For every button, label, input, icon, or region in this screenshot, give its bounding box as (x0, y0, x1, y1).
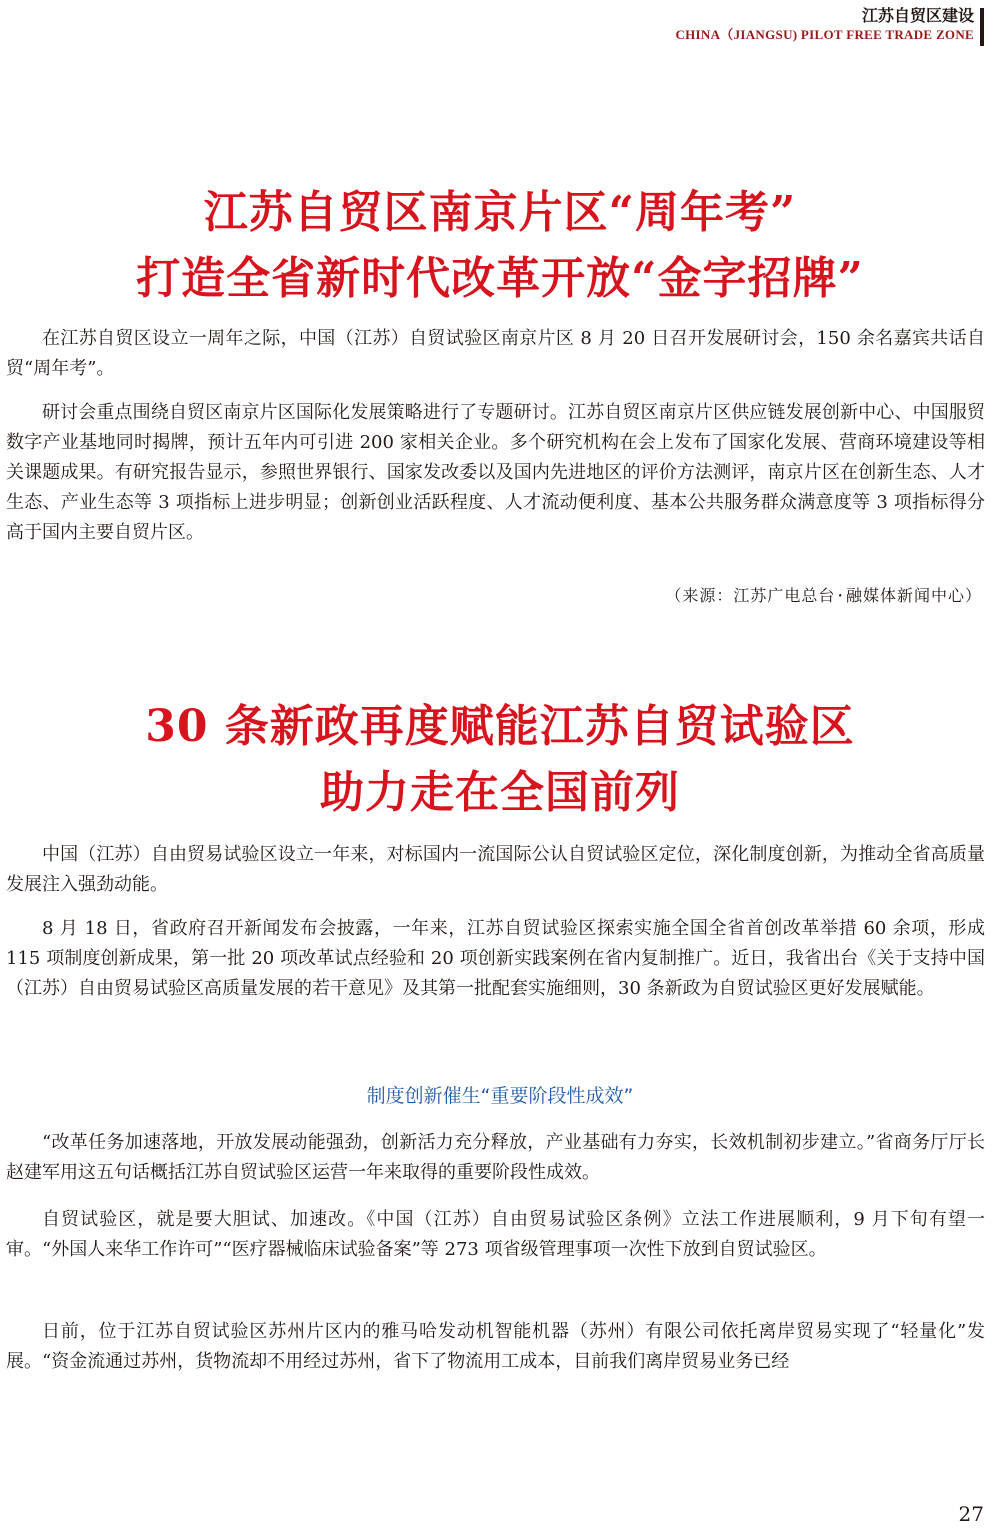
article1-title-line1: 江苏自贸区南京片区“周年考” (203, 187, 797, 238)
article2-title (0, 694, 1000, 826)
running-header (675, 6, 984, 44)
page-number: 27 (958, 1502, 984, 1526)
article2-paragraph-3: “改革任务加速落地，开放发展动能强劲，创新活力充分释放，产业基础有力夯实，长效机制初步建立。”省商务厅厅长赵建军用这五句话概括江苏自贸试验区运营一年来取得的重要阶段性成效。 (6, 1132, 985, 1183)
article1-paragraph-1: 在江苏自贸区设立一周年之际，中国（江苏）自贸试验区南京片区 8 月 20 日召开发展研讨会，150 余名嘉宾共话自贸“周年考”。 (6, 328, 985, 379)
article1-title-line2: 打造全省新时代改革开放“金字招牌” (136, 253, 864, 304)
article2-title-line1: 30 条新政再度赋能江苏自贸试验区 (145, 701, 855, 752)
article2-subheading: 制度创新催生“重要阶段性成效” (366, 1085, 634, 1107)
article2-title-line2: 助力走在全国前列 (320, 767, 680, 818)
article2-paragraph-1: 中国（江苏）自由贸易试验区设立一年来，对标国内一流国际公认自贸试验区定位，深化制度创新，为推动全省高质量发展注入强劲动能。 (6, 844, 985, 895)
article1-title (0, 180, 1000, 312)
article2-paragraph-5: 日前，位于江苏自贸试验区苏州片区内的雅马哈发动机智能机器（苏州）有限公司依托离岸贸易实现了“轻量化”发展。“资金流通过苏州，货物流却不用经过苏州，省下了物流用工成本，目前我们离岸贸易业务已经 (6, 1321, 985, 1372)
article2-paragraph-2: 8 月 18 日，省政府召开新闻发布会披露，一年来，江苏自贸试验区探索实施全国全省首创改革举措 60 余项，形成 115 项制度创新成果，第一批 20 项改革试点经验和 20 项创新实践案例在省内复制推广。近日，我省出台《关于支持中国（江苏）自由贸易试验区高质量发展的若干意见》及其第一批配套实施细则，30 条新政为自贸试验区更好发展赋能。 (6, 918, 985, 999)
header-title-cn: 江苏自贸区建设 (861, 6, 974, 25)
header-divider-bar (980, 8, 984, 46)
article2-paragraph-4: 自贸试验区，就是要大胆试、加速改。《中国（江苏）自由贸易试验区条例》立法工作进展顺利，9 月下旬有望一审。“外国人来华工作许可”“医疗器械临床试验备案”等 273 项省级管理事项一次性下放到自贸试验区。 (6, 1209, 985, 1260)
header-title-en: CHINA（JIANGSU) PILOT FREE TRADE ZONE (675, 27, 974, 42)
article1-source: （来源：江苏广电总台·融媒体新闻中心） (665, 586, 982, 605)
article1-paragraph-2: 研讨会重点围绕自贸区南京片区国际化发展策略进行了专题研讨。江苏自贸区南京片区供应链发展创新中心、中国服贸数字产业基地同时揭牌，预计五年内可引进 200 家相关企业。多个研究机构在会上发布了国家化发展、营商环境建设等相关课题成果。有研究报告显示，参照世界银行、国家发改委以及国内先进地区的评价方法测评，南京片区在创新生态、人才生态、产业生态等 3 项指标上进步明显；创新创业活跃程度、人才流动便利度、基本公共服务群众满意度等 3 项指标得分高于国内主要自贸片区。 (6, 402, 985, 543)
